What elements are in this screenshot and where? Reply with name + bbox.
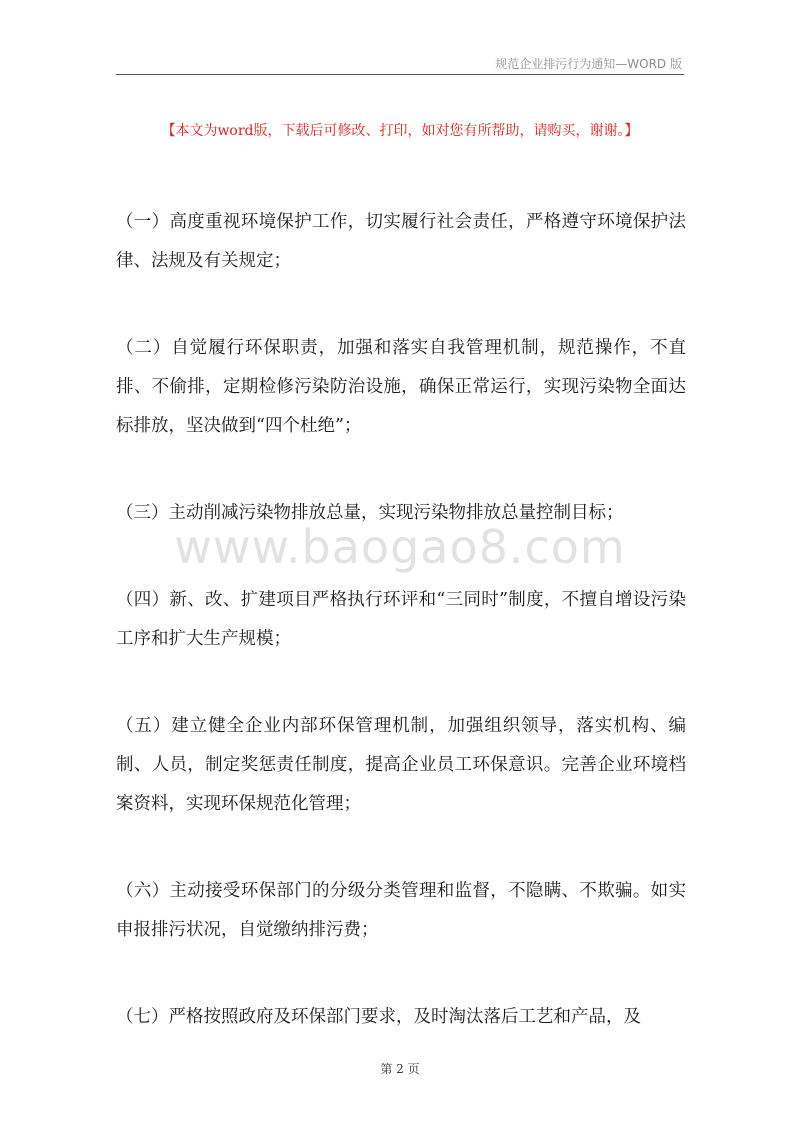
- paragraph-item-5: （五）建立健全企业内部环保管理机制，加强组织领导，落实机构、编制、人员，制定奖惩责任制度，提高企业员工环保意识。完善企业环境档案资料，实现环保规范化管理；: [116, 716, 686, 814]
- paragraph-item-3: （三）主动削减污染物排放总量，实现污染物排放总量控制目标；: [116, 503, 624, 523]
- paragraph-item-4: （四）新、改、扩建项目严格执行环评和“三同时”制度，不擅自增设污染工序和扩大生产规模；: [116, 590, 686, 649]
- paragraph-item-6: （六）主动接受环保部门的分级分类管理和监督，不隐瞒、不欺骗。如实申报排污状况，自觉缴纳排污费；: [116, 881, 686, 940]
- header-divider: [116, 74, 684, 75]
- paragraph-item-7: （七）严格按照政府及环保部门要求，及时淘汰落后工艺和产品，及: [116, 1007, 641, 1027]
- paragraph-item-2: （二）自觉履行环保职责，加强和落实自我管理机制，规范操作，不直排、不偷排，定期检修污染防治设施，确保正常运行，实现污染物全面达标排放，坚决做到“四个杜绝”；: [116, 338, 686, 436]
- paragraph-item-1: （一）高度重视环境保护工作，切实履行社会责任，严格遵守环境保护法律、法规及有关规定；: [116, 212, 686, 271]
- header-title: 规范企业排污行为通知—WORD 版: [495, 57, 682, 71]
- page-number: 第 2 页: [380, 1062, 420, 1076]
- watermark: www.baogao8.com: [174, 520, 626, 574]
- document-body: [116, 203, 686, 1037]
- purchase-notice: 【本文为word版，下载后可修改、打印，如对您有所帮助，请购买，谢谢。】: [161, 123, 639, 139]
